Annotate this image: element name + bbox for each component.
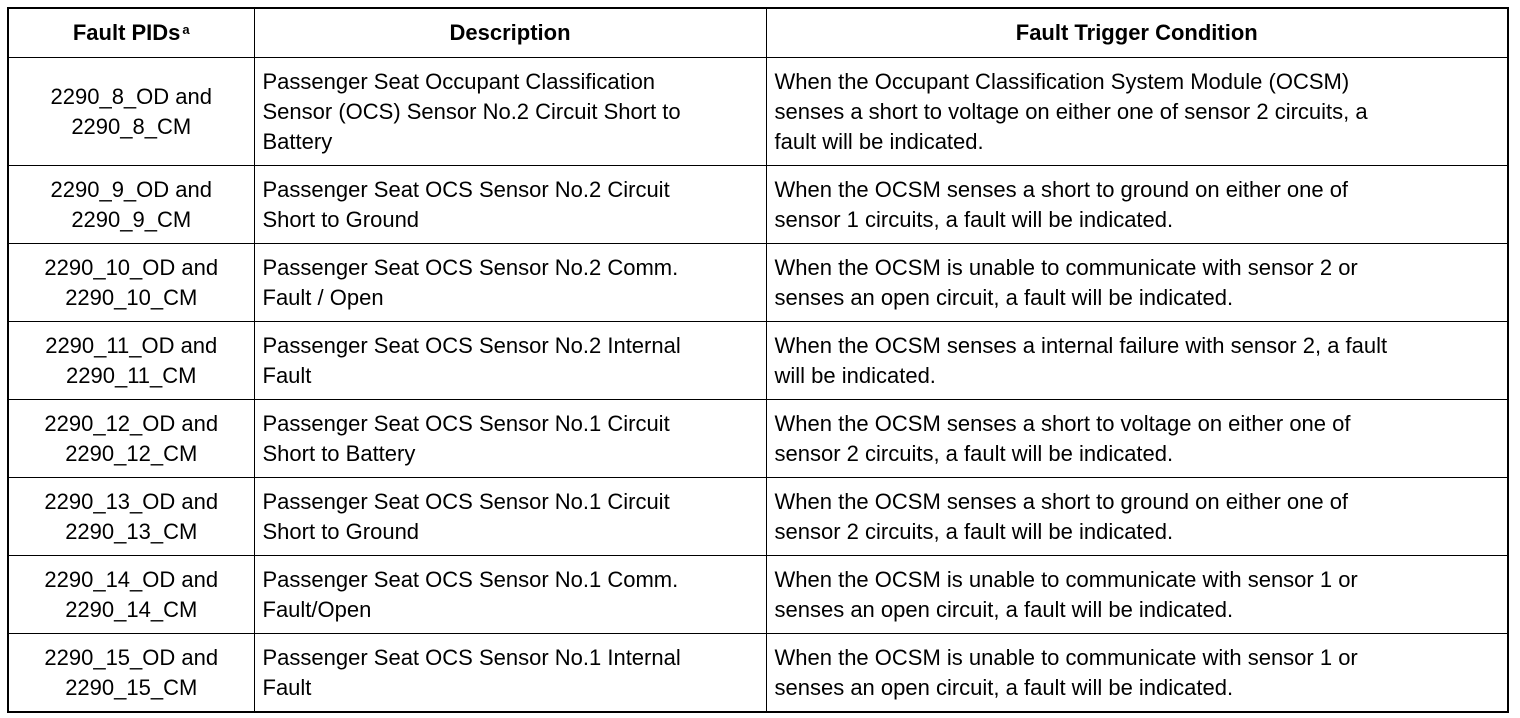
- table-body: [8, 58, 1508, 713]
- cell-trigger-condition: [766, 166, 1508, 244]
- cell-description-line: Passenger Seat OCS Sensor No.1 Internal: [262, 644, 681, 670]
- header-footnote-marker: a: [182, 22, 190, 37]
- cell-description-line: Battery: [262, 128, 333, 154]
- cell-fault-pid: [8, 244, 254, 322]
- cell-description-line: Passenger Seat OCS Sensor No.1 Comm.: [262, 566, 679, 592]
- cell-description: [254, 244, 766, 322]
- cell-fault-pid: [8, 556, 254, 634]
- table-row: [8, 58, 1508, 166]
- cell-trigger-condition: [766, 244, 1508, 322]
- cell-trigger-condition-line: When the OCSM senses a short to ground on either one of: [774, 488, 1349, 514]
- cell-fault-pid-line: 2290_14_CM: [65, 596, 198, 622]
- cell-fault-pid-line: 2290_11_CM: [66, 362, 197, 388]
- cell-fault-pid-line: 2290_11_OD and: [45, 332, 218, 358]
- header-fault-trigger-condition: Fault Trigger Condition: [766, 8, 1508, 58]
- cell-fault-pid-line: 2290_9_CM: [71, 206, 192, 232]
- header-fault-pids: Fault PIDs $^a$: [8, 8, 254, 58]
- cell-description: [254, 400, 766, 478]
- table-header-row: [8, 8, 1508, 58]
- cell-fault-pid: [8, 478, 254, 556]
- cell-trigger-condition-line: senses an open circuit, a fault will be indicated.: [774, 674, 1234, 700]
- cell-trigger-condition-line: fault will be indicated.: [774, 128, 984, 154]
- cell-description: [254, 58, 766, 166]
- cell-description: [254, 556, 766, 634]
- cell-fault-pid-line: 2290_8_CM: [71, 113, 192, 139]
- cell-description-line: Passenger Seat OCS Sensor No.2 Comm.: [262, 254, 679, 280]
- cell-fault-pid-line: 2290_12_OD and: [44, 410, 219, 436]
- cell-description-line: Passenger Seat OCS Sensor No.2 Circuit: [262, 176, 670, 202]
- cell-fault-pid: [8, 58, 254, 166]
- cell-trigger-condition-line: When the OCSM senses a short to ground on either one of: [774, 176, 1349, 202]
- table-row: [8, 166, 1508, 244]
- cell-trigger-condition: [766, 58, 1508, 166]
- cell-trigger-condition: [766, 634, 1508, 713]
- table-row: [8, 322, 1508, 400]
- cell-trigger-condition-line: When the OCSM senses a internal failure with sensor 2, a fault: [774, 332, 1388, 358]
- cell-fault-pid-line: 2290_13_OD and: [44, 488, 219, 514]
- cell-fault-pid-line: 2290_15_CM: [65, 674, 198, 700]
- cell-fault-pid-line: 2290_13_CM: [65, 518, 198, 544]
- cell-fault-pid: [8, 634, 254, 713]
- cell-description-line: Short to Ground: [262, 206, 420, 232]
- cell-trigger-condition-line: When the OCSM is unable to communicate with sensor 1 or: [774, 644, 1358, 670]
- cell-description: [254, 634, 766, 713]
- cell-trigger-condition: [766, 478, 1508, 556]
- cell-fault-pid-line: 2290_12_CM: [65, 440, 198, 466]
- cell-fault-pid-line: 2290_8_OD and: [50, 83, 212, 109]
- cell-trigger-condition-line: sensor 2 circuits, a fault will be indicated.: [774, 440, 1174, 466]
- header-description: Description: [254, 8, 766, 58]
- cell-description-line: Passenger Seat OCS Sensor No.1 Circuit: [262, 488, 670, 514]
- fault-pid-table: [7, 7, 1509, 713]
- table-row: [8, 634, 1508, 713]
- cell-trigger-condition-line: senses an open circuit, a fault will be indicated.: [774, 284, 1234, 310]
- cell-trigger-condition-line: When the Occupant Classification System Module (OCSM): [774, 68, 1350, 94]
- cell-trigger-condition-line: When the OCSM senses a short to voltage on either one of: [774, 410, 1351, 436]
- table-row: [8, 244, 1508, 322]
- cell-description: [254, 478, 766, 556]
- cell-trigger-condition-line: senses a short to voltage on either one of sensor 2 circuits, a: [774, 98, 1368, 124]
- cell-fault-pid: [8, 400, 254, 478]
- cell-description-line: Short to Battery: [262, 440, 416, 466]
- cell-description-line: Fault/Open: [262, 596, 372, 622]
- cell-description-line: Passenger Seat OCS Sensor No.1 Circuit: [262, 410, 670, 436]
- table-row: [8, 400, 1508, 478]
- cell-trigger-condition-line: When the OCSM is unable to communicate with sensor 2 or: [774, 254, 1358, 280]
- cell-trigger-condition: [766, 400, 1508, 478]
- cell-fault-pid-line: 2290_9_OD and: [50, 176, 212, 202]
- cell-trigger-condition: [766, 322, 1508, 400]
- cell-trigger-condition-line: sensor 1 circuits, a fault will be indicated.: [774, 206, 1174, 232]
- cell-description-line: Passenger Seat Occupant Classification: [262, 68, 656, 94]
- cell-fault-pid-line: 2290_15_OD and: [44, 644, 219, 670]
- cell-fault-pid-line: 2290_10_OD and: [44, 254, 219, 280]
- cell-trigger-condition: [766, 556, 1508, 634]
- cell-trigger-condition-line: sensor 2 circuits, a fault will be indicated.: [774, 518, 1174, 544]
- table-row: [8, 478, 1508, 556]
- cell-trigger-condition-line: When the OCSM is unable to communicate with sensor 1 or: [774, 566, 1358, 592]
- cell-description-line: Fault: [262, 674, 312, 700]
- cell-description: [254, 322, 766, 400]
- cell-fault-pid-line: 2290_14_OD and: [44, 566, 219, 592]
- cell-description: [254, 166, 766, 244]
- cell-fault-pid: [8, 322, 254, 400]
- cell-trigger-condition-line: senses an open circuit, a fault will be indicated.: [774, 596, 1234, 622]
- cell-fault-pid: [8, 166, 254, 244]
- cell-description-line: Passenger Seat OCS Sensor No.2 Internal: [262, 332, 681, 358]
- cell-description-line: Short to Ground: [262, 518, 420, 544]
- table-row: [8, 556, 1508, 634]
- cell-description-line: Fault: [262, 362, 312, 388]
- cell-description-line: Fault / Open: [262, 284, 384, 310]
- cell-trigger-condition-line: will be indicated.: [774, 362, 936, 388]
- cell-description-line: Sensor (OCS) Sensor No.2 Circuit Short to: [262, 98, 681, 124]
- fault-table-container: [7, 7, 1507, 713]
- cell-fault-pid-line: 2290_10_CM: [65, 284, 198, 310]
